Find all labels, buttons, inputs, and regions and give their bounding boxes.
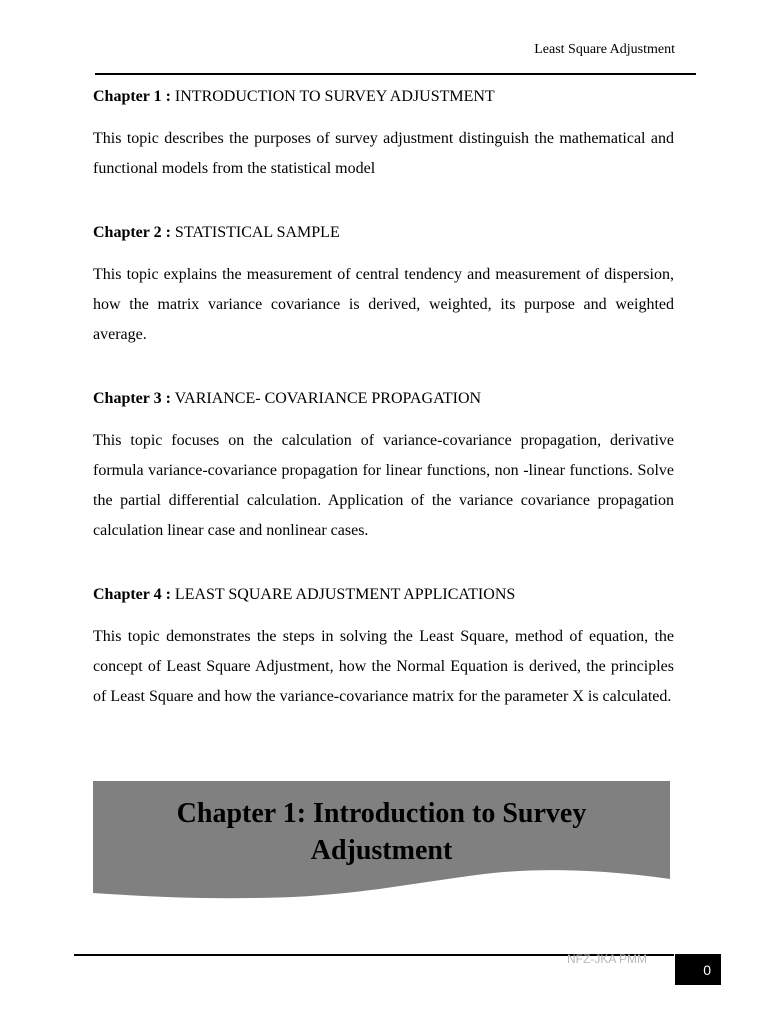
chapter-2-heading <box>93 222 674 244</box>
chapter-2-block <box>93 222 674 350</box>
header-rule <box>95 73 696 75</box>
chapter-3-title: VARIANCE- COVARIANCE PROPAGATION <box>174 390 482 407</box>
chapter-2-title: STATISTICAL SAMPLE <box>174 224 340 241</box>
page-number-value: 0 <box>703 961 711 978</box>
chapter-3-block <box>93 388 674 546</box>
chapter-list <box>93 86 674 750</box>
chapter-1-heading <box>93 86 674 108</box>
chapter-2-description: This topic explains the measurement of central tendency and measurement of dispersion, how the matrix variance covariance is derived, weighted, its purpose and weighted average. <box>93 266 674 343</box>
chapter-1-description: This topic describes the purposes of survey adjustment distinguish the mathematical and functional models from the statistical model <box>93 130 674 177</box>
chapter-1-title: INTRODUCTION TO SURVEY ADJUSTMENT <box>174 88 495 105</box>
chapter-4-block <box>93 584 674 712</box>
chapter-banner <box>93 781 670 903</box>
footer-text: NFZ-JKA PMM <box>567 952 647 966</box>
page-header-title: Least Square Adjustment <box>534 42 675 57</box>
page-number <box>675 954 721 985</box>
chapter-3-heading <box>93 388 674 410</box>
chapter-4-heading <box>93 584 674 606</box>
chapter-2-label: Chapter 2 : <box>93 224 171 241</box>
chapter-4-label: Chapter 4 : <box>93 586 171 603</box>
banner-title-line-2: Adjustment <box>310 835 453 866</box>
chapter-4-description: This topic demonstrates the steps in solving the Least Square, method of equation, the concept of Least Square Adjustment, how the Normal Equation is derived, the principles of Least Square and how the variance-covariance matrix for the parameter X is calculated. <box>93 628 674 705</box>
chapter-4-title: LEAST SQUARE ADJUSTMENT APPLICATIONS <box>174 586 516 603</box>
banner-title <box>93 795 670 869</box>
banner-title-line-1: Chapter 1: Introduction to Survey <box>176 798 587 829</box>
chapter-3-description: This topic focuses on the calculation of variance-covariance propagation, derivative formula variance-covariance propagation for linear functions, non -linear functions. Solve the partial differential calculation. Application of the variance covariance propagation calculation linear case and nonlinear cases. <box>93 432 674 539</box>
chapter-3-label: Chapter 3 : <box>93 390 171 407</box>
chapter-1-label: Chapter 1 : <box>93 88 171 105</box>
chapter-1-block <box>93 86 674 184</box>
